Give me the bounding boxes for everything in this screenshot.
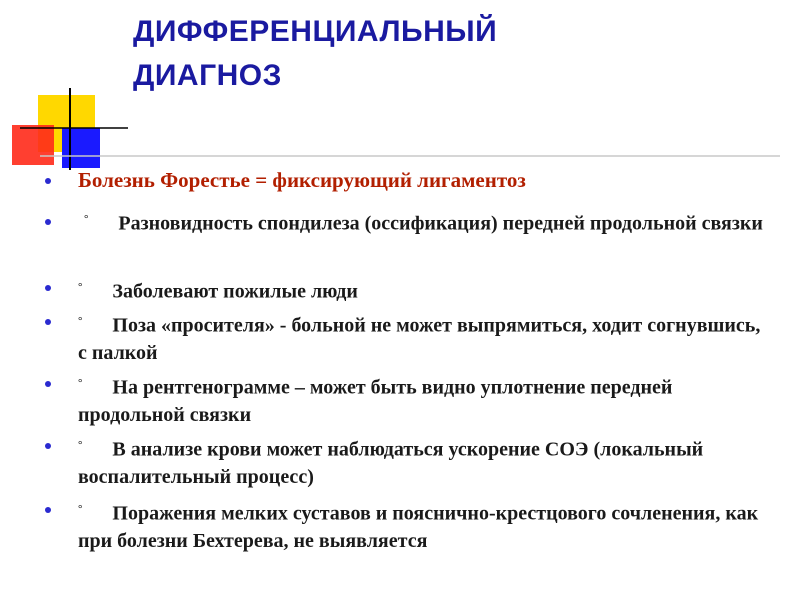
item-text: В анализе крови может наблюдаться ускорение СОЭ (локальный воспалительный процесс) (78, 438, 704, 488)
list-item (78, 432, 768, 491)
bullet-dot (45, 443, 51, 449)
bullet-dot (45, 178, 51, 184)
title-line-2: ДИАГНОЗ (133, 59, 282, 92)
item-text: Поражения мелких суставов и пояснично-крестцового сочленения, как при болезни Бехтерева, не выявляется (78, 502, 759, 552)
sub-bullet: ° (78, 281, 83, 293)
title-line-1: ДИФФЕРЕНЦИАЛЬНЫЙ (133, 15, 498, 48)
list-item (78, 274, 768, 306)
sub-bullet: ° (78, 503, 83, 515)
list-item (78, 167, 768, 194)
item-text: На рентгенограмме – может быть видно уплотнение передней продольной связки (78, 376, 673, 426)
sub-bullet: ° (78, 315, 83, 327)
list-item (78, 370, 768, 429)
red-square (12, 125, 54, 165)
bullet-dot (45, 319, 51, 325)
bullet-dot (45, 285, 51, 291)
item-text: Заболевают пожилые люди (112, 280, 358, 303)
sub-bullet: ° (78, 377, 83, 389)
list-item (78, 308, 768, 367)
blue-square (62, 128, 100, 168)
list-item (78, 496, 768, 555)
bullet-dot (45, 381, 51, 387)
item-heading: Болезнь Форестье = фиксирующий лигаментоз (78, 168, 526, 192)
sub-bullet: ° (84, 213, 89, 225)
bullet-dot (45, 219, 51, 225)
sub-bullet: ° (78, 439, 83, 451)
item-text: Разновидность спондилеза (оссификация) передней продольной связки (118, 212, 763, 235)
bullet-dot (45, 507, 51, 513)
item-text: Поза «просителя» - больной не может выпрямиться, ходит согнувшись, с палкой (78, 314, 761, 364)
list-item (78, 206, 768, 238)
